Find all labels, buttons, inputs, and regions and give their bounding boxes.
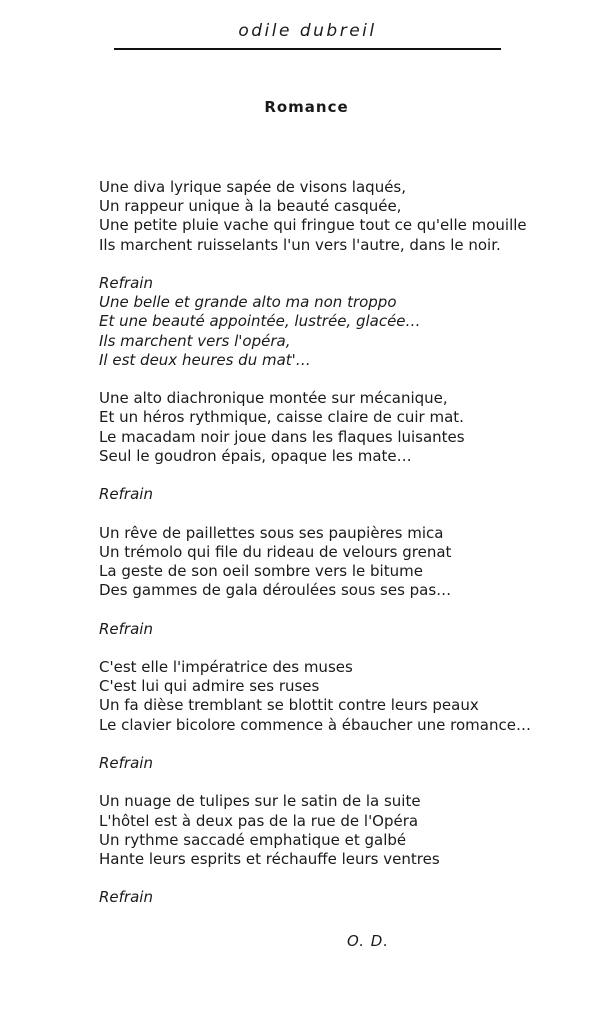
poem-title: Romance xyxy=(264,98,349,116)
stanza-1 xyxy=(99,178,599,255)
verse-line: C'est elle l'impératrice des muses xyxy=(99,657,353,676)
refrain-full xyxy=(99,274,599,370)
refrain-label: Refrain xyxy=(99,753,153,772)
verse-line: L'hôtel est à deux pas de la rue de l'Opéra xyxy=(99,811,419,830)
poem-body xyxy=(99,178,599,927)
verse-line: Un trémolo qui file du rideau de velours grenat xyxy=(99,542,452,561)
verse-line: Un nuage de tulipes sur le satin de la suite xyxy=(99,792,421,811)
refrain-label: Refrain xyxy=(99,888,153,907)
verse-line: Et un héros rythmique, caisse claire de cuir mat. xyxy=(99,408,464,427)
stanza-5 xyxy=(99,792,599,869)
site-header xyxy=(114,18,501,50)
refrain-line: Et une beauté appointée, lustrée, glacée… xyxy=(99,312,421,331)
refrain-line: Une belle et grande alto ma non troppo xyxy=(99,293,397,312)
stanza-3 xyxy=(99,524,599,601)
verse-line: Ils marchent ruisselants l'un vers l'autre, dans le noir. xyxy=(99,235,501,254)
refrain-label: Refrain xyxy=(99,619,153,638)
verse-line: Le macadam noir joue dans les flaques luisantes xyxy=(99,427,465,446)
refrain-label: Refrain xyxy=(99,485,153,504)
verse-line: Un rêve de paillettes sous ses paupières mica xyxy=(99,523,444,542)
verse-line: Le clavier bicolore commence à ébaucher une romance… xyxy=(99,715,531,734)
signature: O. D. xyxy=(347,932,390,950)
refrain-line: Il est deux heures du mat'… xyxy=(99,350,311,369)
stanza-2 xyxy=(99,389,599,466)
site-title: odile dubreil xyxy=(238,21,377,41)
verse-line: Un rappeur unique à la beauté casquée, xyxy=(99,197,402,216)
verse-line: Un fa dièse tremblant se blottit contre leurs peaux xyxy=(99,696,479,715)
verse-line: Hante leurs esprits et réchauffe leurs ventres xyxy=(99,849,440,868)
verse-line: C'est lui qui admire ses ruses xyxy=(99,677,320,696)
verse-line: Un rythme saccadé emphatique et galbé xyxy=(99,830,407,849)
verse-line: Seul le goudron épais, opaque les mate… xyxy=(99,446,412,465)
stanza-4 xyxy=(99,658,599,735)
refrain-heading: Refrain xyxy=(99,274,153,292)
verse-line: Des gammes de gala déroulées sous ses pas… xyxy=(99,581,452,600)
verse-line: Une alto diachronique montée sur mécanique, xyxy=(99,389,448,408)
verse-line: La geste de son oeil sombre vers le bitume xyxy=(99,562,423,580)
verse-line: Une diva lyrique sapée de visons laqués, xyxy=(99,178,407,196)
verse-line: Une petite pluie vache qui fringue tout ce qu'elle mouille xyxy=(99,216,527,235)
refrain-line: Ils marchent vers l'opéra, xyxy=(99,331,291,350)
